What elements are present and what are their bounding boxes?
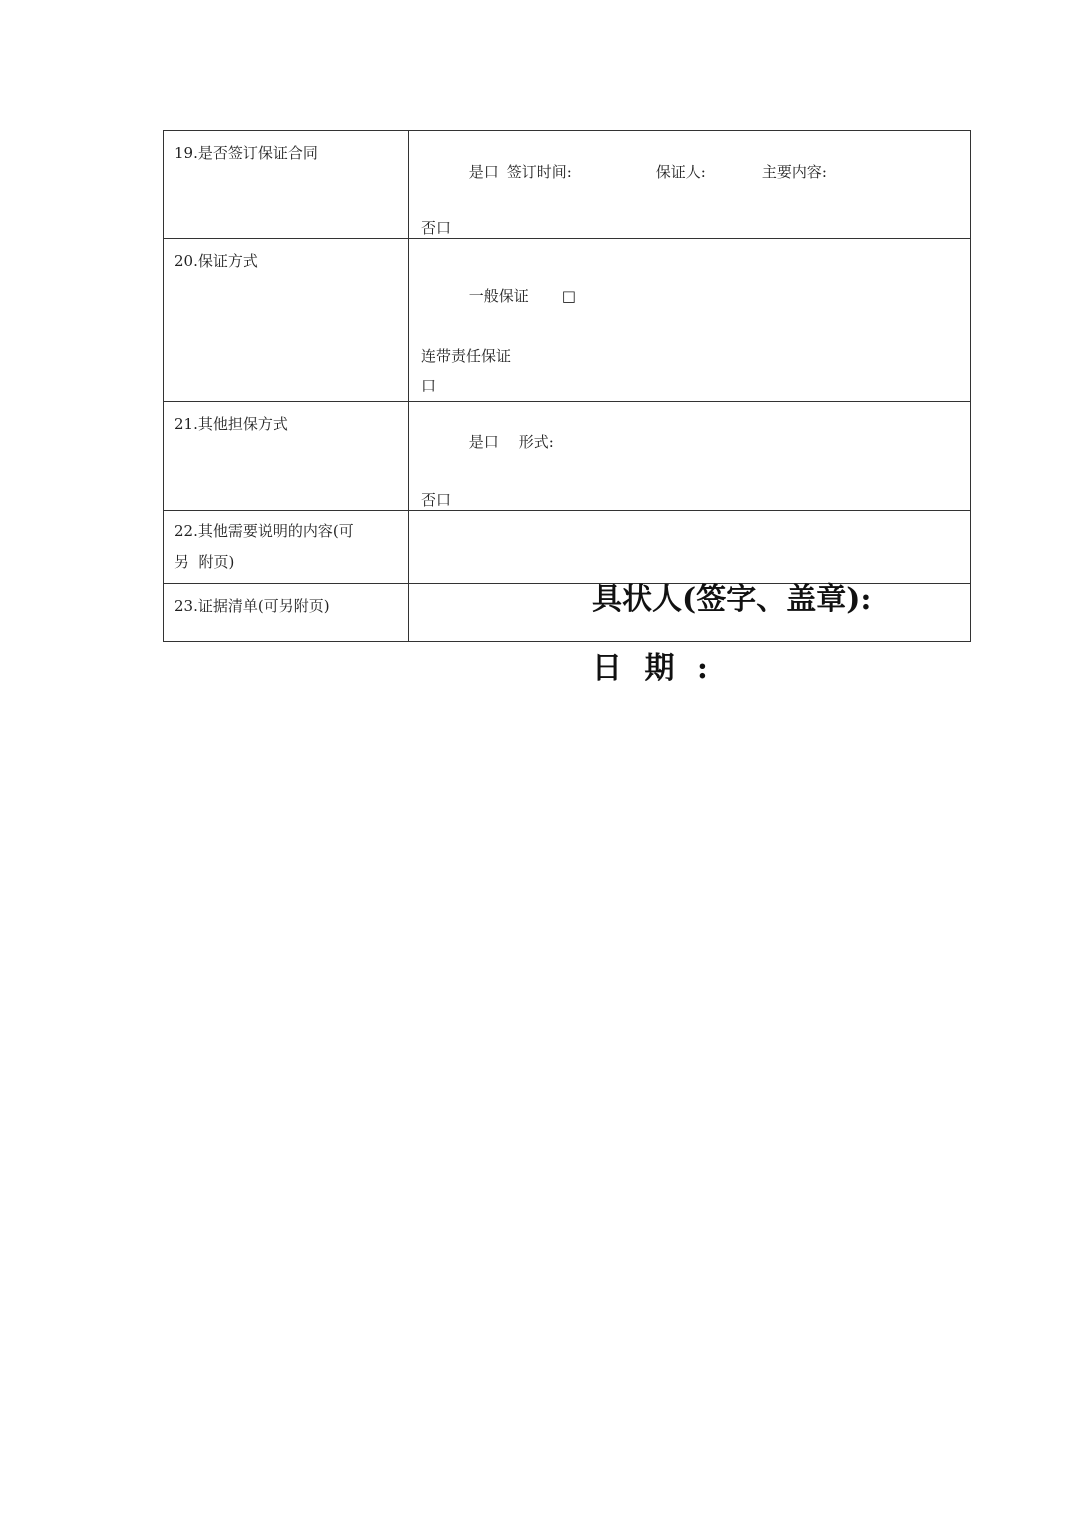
row-label: 20.保证方式	[174, 252, 258, 270]
row-label-line2: 另 附页)	[174, 553, 235, 571]
row-value-cell	[409, 239, 971, 402]
table-row	[164, 131, 971, 239]
row-value-cell	[409, 131, 971, 239]
row-label-cell	[164, 584, 409, 642]
row-label: 23.证据清单(可另附页)	[174, 597, 330, 615]
row-label-cell	[164, 131, 409, 239]
row-value-cell[interactable]	[409, 511, 971, 584]
form-table	[163, 130, 971, 642]
table-row	[164, 402, 971, 511]
general-guarantee-label: 一般保证	[468, 287, 529, 305]
yes-checkbox-label[interactable]: 是口	[468, 433, 499, 451]
guarantor-label: 保证人:	[655, 163, 706, 181]
form-label: 形式:	[518, 433, 554, 451]
sign-time-label: 签订时间:	[506, 163, 572, 181]
row-label-cell	[164, 511, 409, 584]
main-content-label: 主要内容:	[761, 163, 827, 181]
no-checkbox-label[interactable]: 否口	[421, 491, 452, 509]
no-checkbox-label[interactable]: 否口	[421, 219, 452, 237]
row-value-cell	[409, 402, 971, 511]
yes-checkbox-label[interactable]: 是口	[468, 163, 499, 181]
date-label: 日 期 :	[592, 651, 714, 686]
general-guarantee-checkbox[interactable]: □	[561, 287, 576, 305]
row-label: 21.其他担保方式	[174, 415, 288, 433]
row-label-cell	[164, 402, 409, 511]
row-label: 19.是否签订保证合同	[174, 144, 318, 162]
joint-liability-label: 连带责任保证	[421, 347, 512, 365]
joint-liability-checkbox[interactable]: 口	[421, 377, 437, 395]
table-row	[164, 511, 971, 584]
row-label-line1: 22.其他需要说明的内容(可	[174, 522, 354, 540]
signer-label: 具状人(签字、盖章):	[592, 582, 872, 617]
table-row	[164, 239, 971, 402]
row-label-cell	[164, 239, 409, 402]
